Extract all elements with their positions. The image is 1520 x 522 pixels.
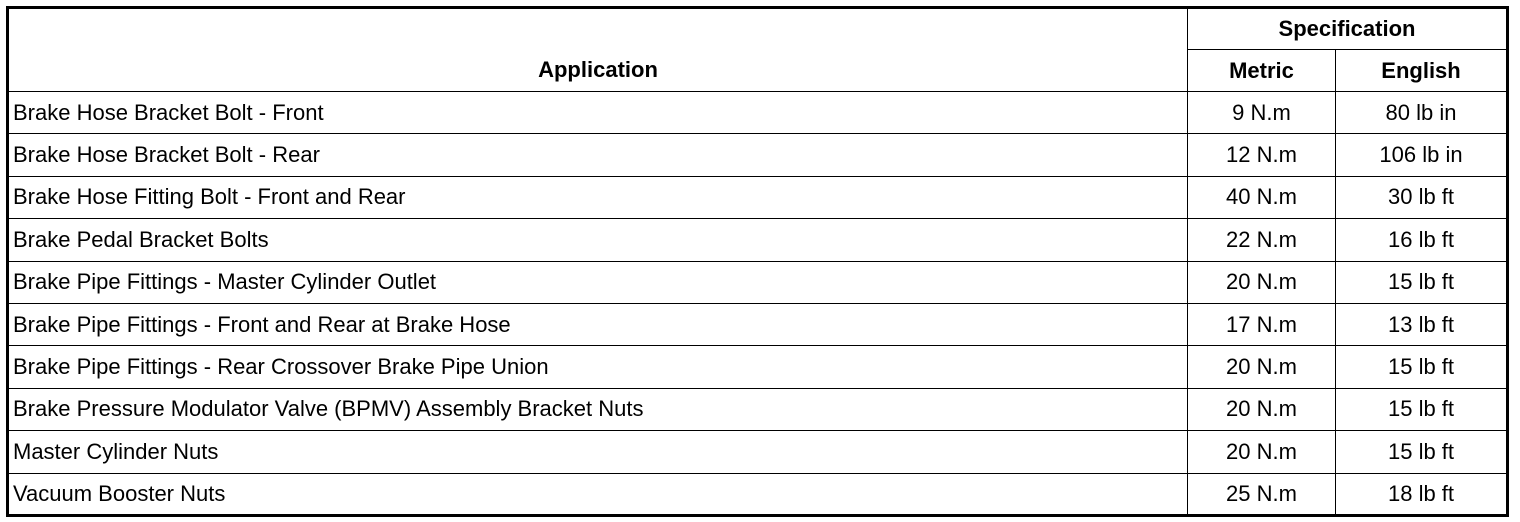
- application-cell: Brake Hose Fitting Bolt - Front and Rear: [8, 176, 1188, 218]
- application-cell: Brake Pedal Bracket Bolts: [8, 219, 1188, 261]
- table-row: [8, 303, 1508, 345]
- english-column-header: English: [1336, 50, 1508, 92]
- application-cell: Brake Hose Bracket Bolt - Rear: [8, 134, 1188, 176]
- table-row: [8, 473, 1508, 515]
- metric-cell: 22 N.m: [1188, 219, 1336, 261]
- english-cell: 15 lb ft: [1336, 388, 1508, 430]
- metric-cell: 20 N.m: [1188, 261, 1336, 303]
- application-cell: Brake Pipe Fittings - Front and Rear at Brake Hose: [8, 303, 1188, 345]
- application-cell: Brake Pressure Modulator Valve (BPMV) Assembly Bracket Nuts: [8, 388, 1188, 430]
- application-cell: Brake Hose Bracket Bolt - Front: [8, 92, 1188, 134]
- english-cell: 106 lb in: [1336, 134, 1508, 176]
- application-cell: Vacuum Booster Nuts: [8, 473, 1188, 515]
- table-header-row: [8, 8, 1508, 50]
- table-row: [8, 261, 1508, 303]
- english-cell: 13 lb ft: [1336, 303, 1508, 345]
- english-cell: 16 lb ft: [1336, 219, 1508, 261]
- application-cell: Brake Pipe Fittings - Rear Crossover Brake Pipe Union: [8, 346, 1188, 388]
- english-cell: 30 lb ft: [1336, 176, 1508, 218]
- metric-cell: 20 N.m: [1188, 431, 1336, 473]
- english-cell: 15 lb ft: [1336, 261, 1508, 303]
- metric-cell: 20 N.m: [1188, 346, 1336, 388]
- application-column-header: Application: [8, 8, 1188, 92]
- metric-cell: 12 N.m: [1188, 134, 1336, 176]
- table-row: [8, 219, 1508, 261]
- torque-specification-table: [6, 6, 1509, 517]
- english-cell: 15 lb ft: [1336, 346, 1508, 388]
- table-row: [8, 134, 1508, 176]
- table-row: [8, 346, 1508, 388]
- application-cell: Brake Pipe Fittings - Master Cylinder Outlet: [8, 261, 1188, 303]
- table-row: [8, 388, 1508, 430]
- english-cell: 18 lb ft: [1336, 473, 1508, 515]
- metric-cell: 17 N.m: [1188, 303, 1336, 345]
- application-cell: Master Cylinder Nuts: [8, 431, 1188, 473]
- metric-cell: 40 N.m: [1188, 176, 1336, 218]
- metric-cell: 9 N.m: [1188, 92, 1336, 134]
- table-row: [8, 92, 1508, 134]
- specification-column-header: Specification: [1188, 8, 1508, 50]
- table-row: [8, 431, 1508, 473]
- metric-cell: 25 N.m: [1188, 473, 1336, 515]
- table-row: [8, 176, 1508, 218]
- metric-column-header: Metric: [1188, 50, 1336, 92]
- metric-cell: 20 N.m: [1188, 388, 1336, 430]
- english-cell: 15 lb ft: [1336, 431, 1508, 473]
- english-cell: 80 lb in: [1336, 92, 1508, 134]
